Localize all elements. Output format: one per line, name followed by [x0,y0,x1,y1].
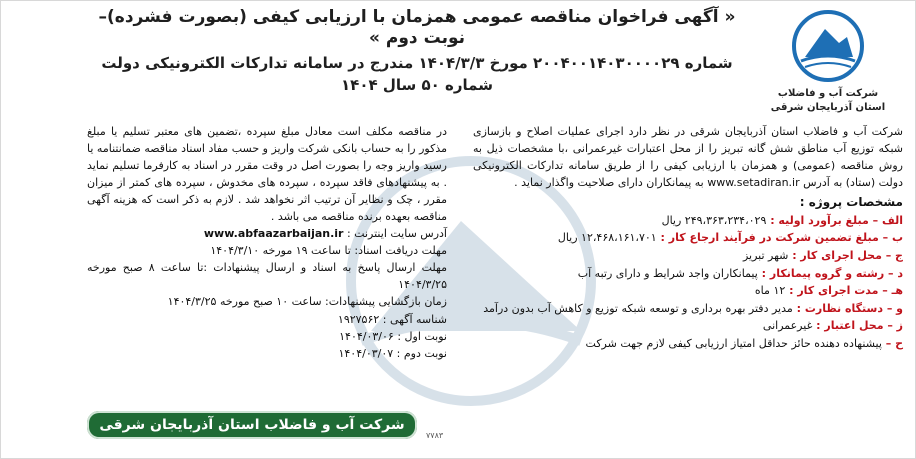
spec-key: ز – محل اعتبار : [812,319,903,333]
company-logo-icon [791,9,865,83]
deadline-receive: مهلت دریافت اسناد: تا ساعت ۱۹ مورخه ۱۴۰۴/۳/۱۰ [210,244,447,258]
spec-value: مدیر دفتر بهره برداری و توسعه شبکه توزیع و کاهش آب بدون درآمد [483,301,793,315]
deposit-paragraph: در مناقصه مکلف است معادل مبلغ سپرده ،تضمین های معتبر تسلیم یا مبلغ مذکور را به حساب بانکی شرکت واریز و حسب مفاد اسناد مناقصه ضمانتنامه یا رسید واریز وجه را بصورت اصل در وقت مقرر در اسناد به کارفرما تسلیم نماید . به پیشنهادهای فاقد سپرده ، سپرده های مخدوش ، سپرده های کمتر از میزان مقرر ، چک و نظایر آن ترتیب اثر نخواهد شد . لازم به ذکر است که هزینه آگهی مناقصه بعهده برنده مناقصه می باشد . [87,125,447,224]
spec-key: ج – محل اجرای کار : [788,248,903,262]
spec-value: شهر تبریز [742,248,789,262]
spec-key: ح – [881,336,903,350]
website-label: آدرس سایت اینترنت : [343,227,447,241]
ad-number-line: شماره ۲۰۰۴۰۰۱۴۰۳۰۰۰۰۲۹ مورخ ۱۴۰۴/۳/۳ مندرج در سامانه تدارکات الکترونیکی دولت [101,53,733,72]
spec-value: پیمانکاران واجد شرایط و دارای رتبه آب [577,266,758,280]
ad-code: ۷۷۸۳ [426,431,444,440]
spec-value: ۱۲ ماه [754,284,786,298]
deadline-submit: مهلت ارسال پاسخ به اسناد و ارسال پیشنهادات :تا ساعت ۸ صبح مورخه ۱۴۰۴/۳/۲۵ [87,261,447,292]
spec-key: و – دستگاه نظارت : [792,301,903,315]
spec-qualification [473,335,903,353]
company-name-banner: شرکت آب و فاضلاب استان آذربایجان شرقی [87,411,417,439]
spec-estimate [473,212,903,230]
website-row [87,225,447,242]
ad-year-line: شماره ۵۰ سال ۱۴۰۴ [341,76,493,95]
spec-funding [473,317,903,335]
left-column [87,123,447,362]
ad-id: شناسه آگهی : ۱۹۲۷۵۶۲ [337,312,447,326]
spec-guarantee [473,229,903,247]
second-turn-date: نوبت دوم : ۱۴۰۴/۰۳/۰۷ [338,346,447,360]
ad-header [97,7,737,103]
intro-paragraph: شرکت آب و فاضلاب استان آذربایجان شرقی در نظر دارد اجرای عملیات اصلاح و بازسازی شبکه توزیع آب مناطق شش گانه تبریز را از محل اعتبارات غیرعمرانی ،با مشخصات ذیل به روش مناقصه (عمومی) و همزمان با ارزیابی کیفی را از طریق سامانه تدارکات الکترونیکی دولت (ستاد) به آدرس www.setadiran.ir به پیمانکاران دارای صلاحیت واگذار نماید . [473,125,903,190]
company-logo-block [753,9,903,121]
logo-caption-line2: استان آذربایجان شرقی [770,102,886,113]
ad-title: « آگهی فراخوان مناقصه عمومی همزمان با ارزیابی کیفی (بصورت فشرده)– نوبت دوم » [98,7,736,49]
spec-key: هـ – مدت اجرای کار : [785,284,903,298]
spec-value: پیشنهاده دهنده حائز حداقل امتیاز ارزیابی کیفی لازم جهت شرکت [585,336,882,350]
spec-key: ب – مبلغ تضمین شرکت در فرآیند ارجاع کار : [656,231,903,245]
spec-supervision [473,300,903,318]
website-link[interactable]: www.abfaazarbaijan.ir [203,227,344,241]
spec-duration [473,282,903,300]
logo-caption-line1: شرکت آب و فاضلاب [777,88,879,99]
spec-value: ۱۲،۴۶۸،۱۶۱،۷۰۱ ریال [557,231,657,245]
specs-title: مشخصات پروژه : [799,195,903,210]
spec-key: الف – مبلغ برآورد اولیه : [766,213,903,227]
opening-time: زمان بازگشایی پیشنهادات: ساعت ۱۰ صبح مورخه ۱۴۰۴/۳/۲۵ [167,295,447,309]
spec-key: د – رشته و گروه پیمانکار : [757,266,903,280]
spec-location [473,247,903,265]
first-turn-date: نوبت اول : ۱۴۰۴/۰۳/۰۶ [339,329,447,343]
spec-value: غیرعمرانی [762,319,813,333]
spec-value: ۲۴۹،۳۶۳،۲۳۴،۰۲۹ ریال [661,213,767,227]
right-column [473,123,903,353]
spec-contractor [473,265,903,283]
